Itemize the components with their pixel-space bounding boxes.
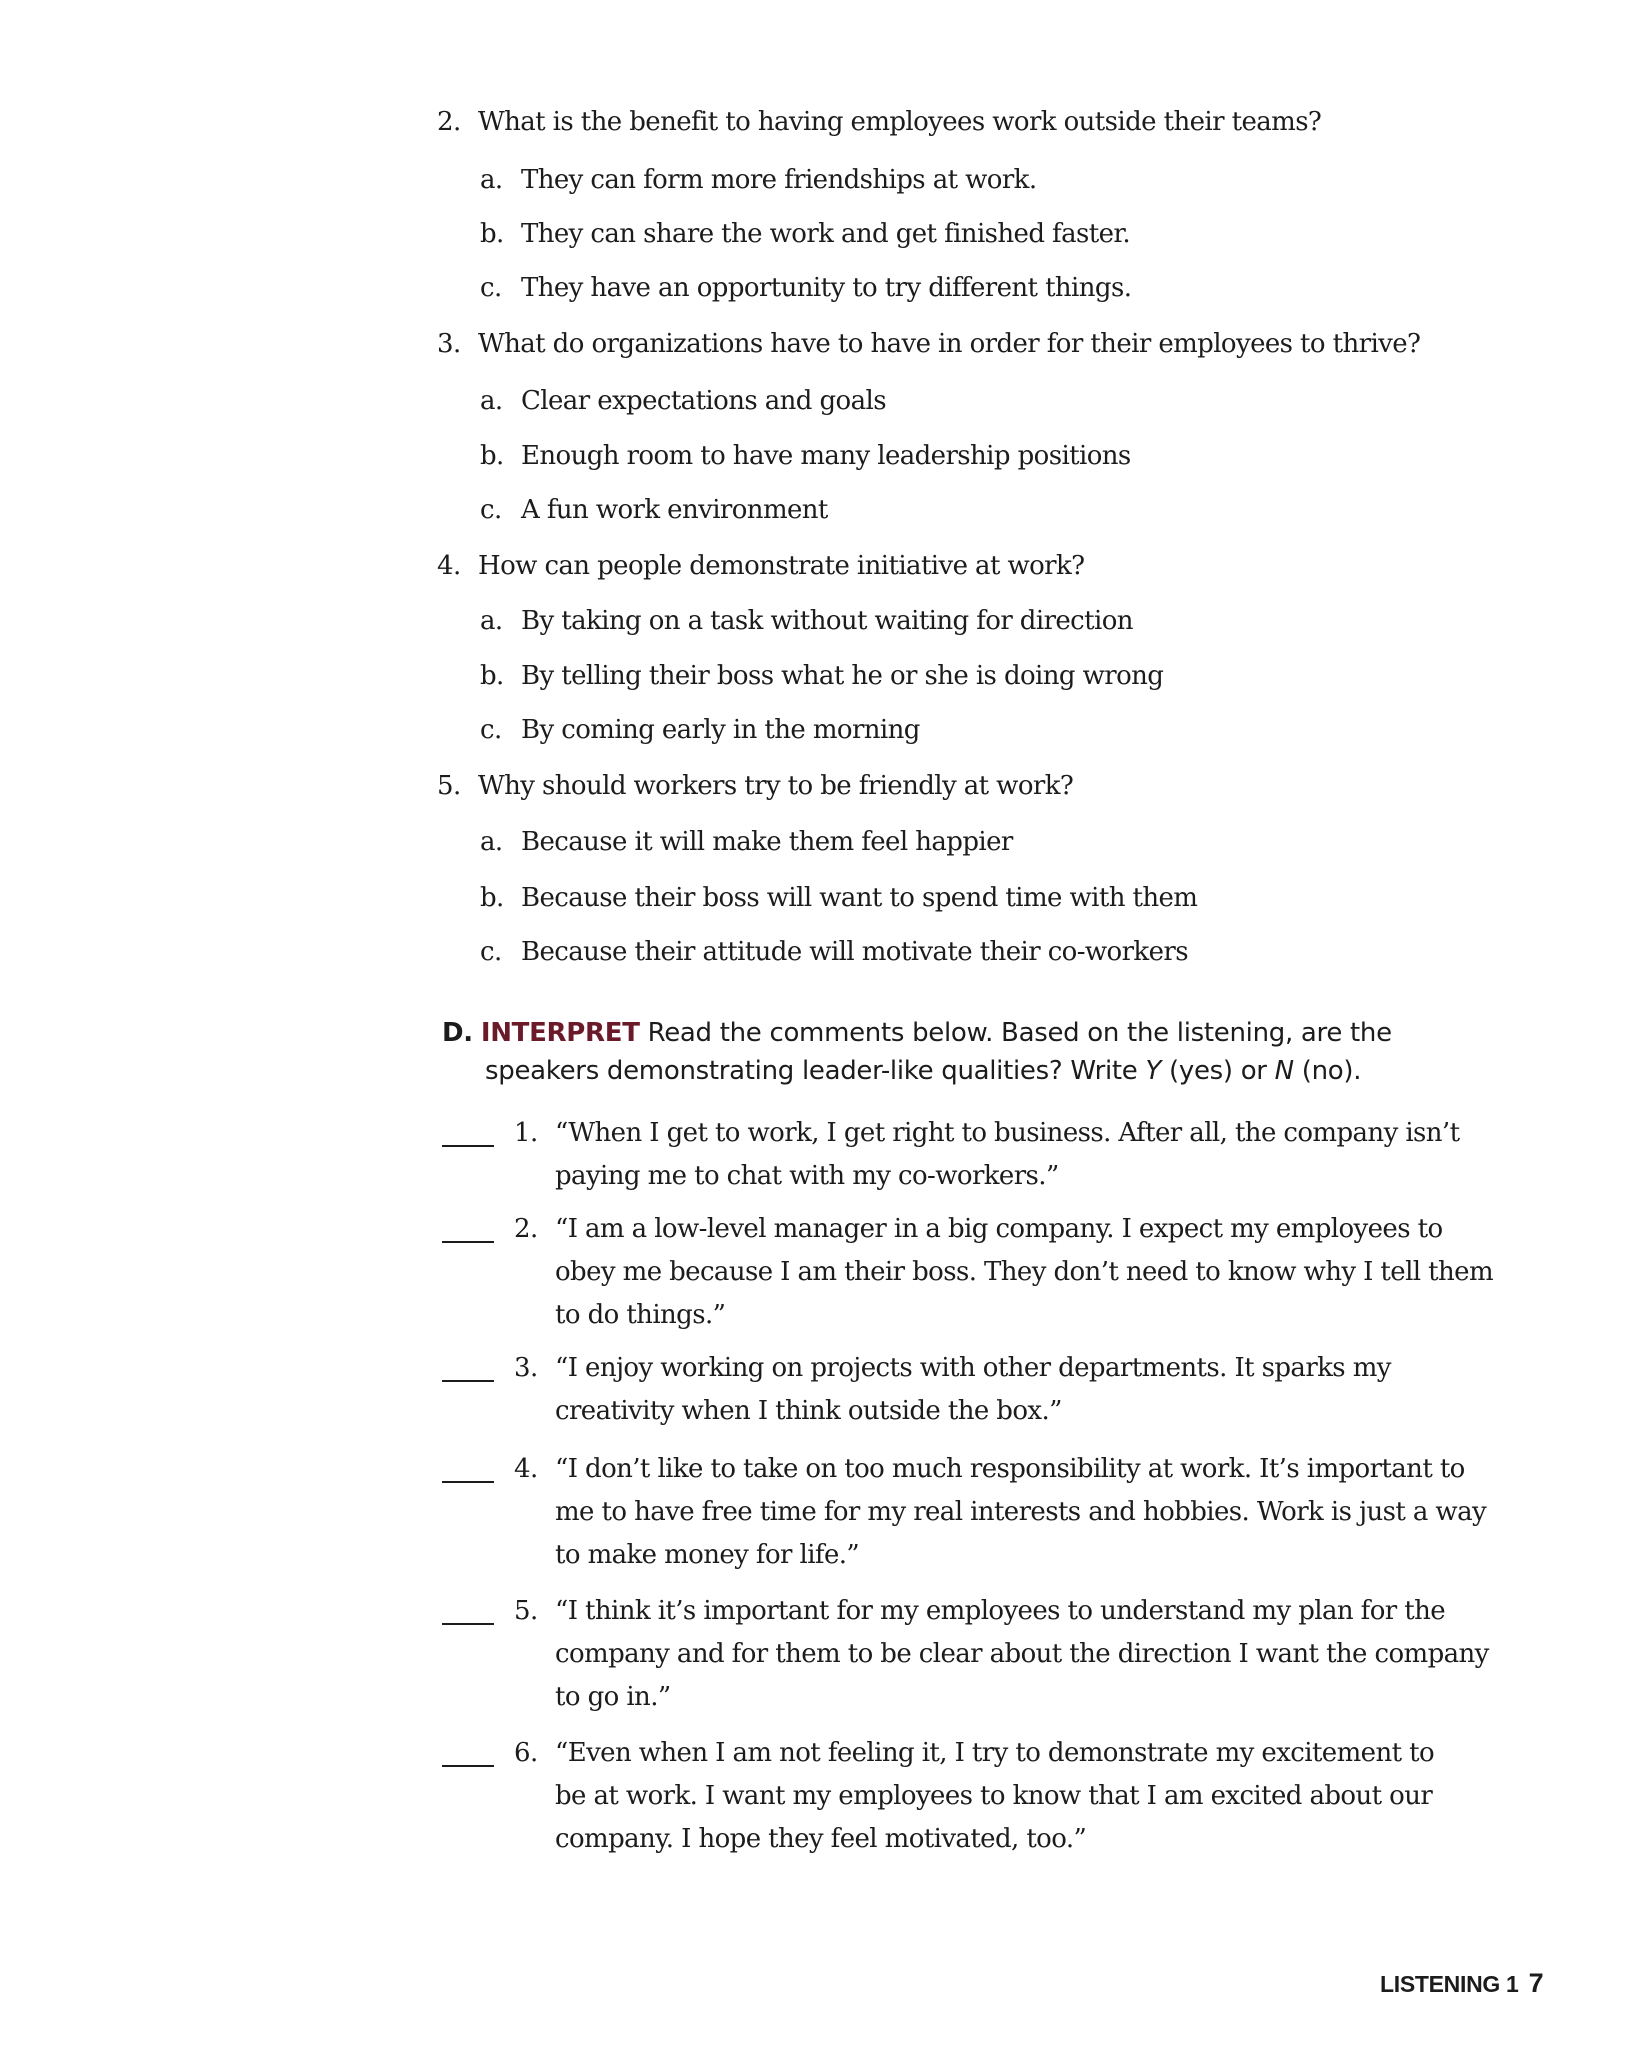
option-letter: a. xyxy=(480,606,503,636)
item-quote xyxy=(555,1732,1495,1861)
question-text: Why should workers try to be friendly at work? xyxy=(478,771,1074,801)
option-text: By coming early in the morning xyxy=(521,715,920,745)
question-number: 2. xyxy=(437,107,461,137)
page-footer xyxy=(1380,1968,1543,1999)
item-quote xyxy=(555,1590,1495,1719)
option-text: They can share the work and get finished faster. xyxy=(521,219,1130,249)
section-letter: D. xyxy=(442,1018,473,1048)
option-letter: a. xyxy=(480,827,503,857)
item-number: 6. xyxy=(514,1738,538,1768)
instruction-text: speakers demonstrating leader-like qualities? Write xyxy=(485,1056,1146,1086)
question-text: What do organizations have to have in order for their employees to thrive? xyxy=(478,329,1421,359)
section-instruction-line1: Read the comments below. Based on the listening, are the xyxy=(647,1018,1392,1048)
quote-line: “Even when I am not feeling it, I try to demonstrate my excitement to xyxy=(555,1738,1434,1768)
instruction-yes-letter: Y xyxy=(1145,1056,1162,1086)
option-text: By taking on a task without waiting for direction xyxy=(521,606,1133,636)
option-letter: a. xyxy=(480,165,503,195)
section-keyword: INTERPRET xyxy=(480,1018,640,1048)
quote-line: to go in.” xyxy=(555,1682,671,1712)
option-text: By telling their boss what he or she is doing wrong xyxy=(521,661,1164,691)
item-quote xyxy=(555,1208,1495,1337)
option-text: Because their attitude will motivate their co-workers xyxy=(521,937,1188,967)
option-letter: b. xyxy=(480,441,504,471)
option-letter: c. xyxy=(480,495,502,525)
instruction-text: (yes) or xyxy=(1161,1056,1275,1086)
quote-line: company and for them to be clear about the direction I want the company xyxy=(555,1639,1489,1669)
option-text: Because it will make them feel happier xyxy=(521,827,1013,857)
item-number: 2. xyxy=(514,1214,538,1244)
answer-blank[interactable] xyxy=(442,1623,494,1625)
option-letter: c. xyxy=(480,937,502,967)
item-number: 3. xyxy=(514,1353,538,1383)
item-quote xyxy=(555,1347,1495,1433)
page-number: 7 xyxy=(1528,1968,1544,1998)
item-number: 4. xyxy=(514,1454,538,1484)
option-text: Because their boss will want to spend time with them xyxy=(521,883,1198,913)
option-letter: b. xyxy=(480,661,504,691)
item-number: 1. xyxy=(514,1118,538,1148)
quote-line: to do things.” xyxy=(555,1300,726,1330)
option-text: A fun work environment xyxy=(521,495,828,525)
option-text: Enough room to have many leadership positions xyxy=(521,441,1131,471)
option-letter: a. xyxy=(480,386,503,416)
quote-line: “I am a low-level manager in a big company. I expect my employees to xyxy=(555,1214,1443,1244)
quote-line: company. I hope they feel motivated, too.” xyxy=(555,1824,1087,1854)
section-instruction-line2 xyxy=(442,1052,1442,1090)
item-number: 5. xyxy=(514,1596,538,1626)
option-letter: c. xyxy=(480,273,502,303)
answer-blank[interactable] xyxy=(442,1145,494,1147)
question-number: 5. xyxy=(437,771,461,801)
instruction-text: (no). xyxy=(1293,1056,1362,1086)
question-number: 3. xyxy=(437,329,461,359)
item-quote xyxy=(555,1112,1495,1198)
instruction-no-letter: N xyxy=(1274,1056,1294,1086)
section-d-heading xyxy=(442,1014,1442,1090)
item-quote xyxy=(555,1448,1495,1577)
option-letter: b. xyxy=(480,219,504,249)
option-text: They have an opportunity to try different things. xyxy=(521,273,1132,303)
quote-line: to make money for life.” xyxy=(555,1540,860,1570)
answer-blank[interactable] xyxy=(442,1380,494,1382)
option-letter: b. xyxy=(480,883,504,913)
answer-blank[interactable] xyxy=(442,1481,494,1483)
question-text: How can people demonstrate initiative at work? xyxy=(478,551,1085,581)
quote-line: creativity when I think outside the box.” xyxy=(555,1396,1062,1426)
quote-line: me to have free time for my real interests and hobbies. Work is just a way xyxy=(555,1497,1487,1527)
quote-line: “I enjoy working on projects with other departments. It sparks my xyxy=(555,1353,1391,1383)
option-text: Clear expectations and goals xyxy=(521,386,886,416)
question-number: 4. xyxy=(437,551,461,581)
quote-line: be at work. I want my employees to know that I am excited about our xyxy=(555,1781,1433,1811)
question-text: What is the benefit to having employees work outside their teams? xyxy=(478,107,1322,137)
quote-line: “I don’t like to take on too much responsibility at work. It’s important to xyxy=(555,1454,1465,1484)
answer-blank[interactable] xyxy=(442,1765,494,1767)
quote-line: “When I get to work, I get right to business. After all, the company isn’t xyxy=(555,1118,1460,1148)
answer-blank[interactable] xyxy=(442,1241,494,1243)
quote-line: paying me to chat with my co-workers.” xyxy=(555,1161,1059,1191)
option-text: They can form more friendships at work. xyxy=(521,165,1037,195)
footer-section-label: LISTENING 1 xyxy=(1380,1971,1519,1997)
option-letter: c. xyxy=(480,715,502,745)
quote-line: “I think it’s important for my employees to understand my plan for the xyxy=(555,1596,1446,1626)
quote-line: obey me because I am their boss. They don’t need to know why I tell them xyxy=(555,1257,1493,1287)
